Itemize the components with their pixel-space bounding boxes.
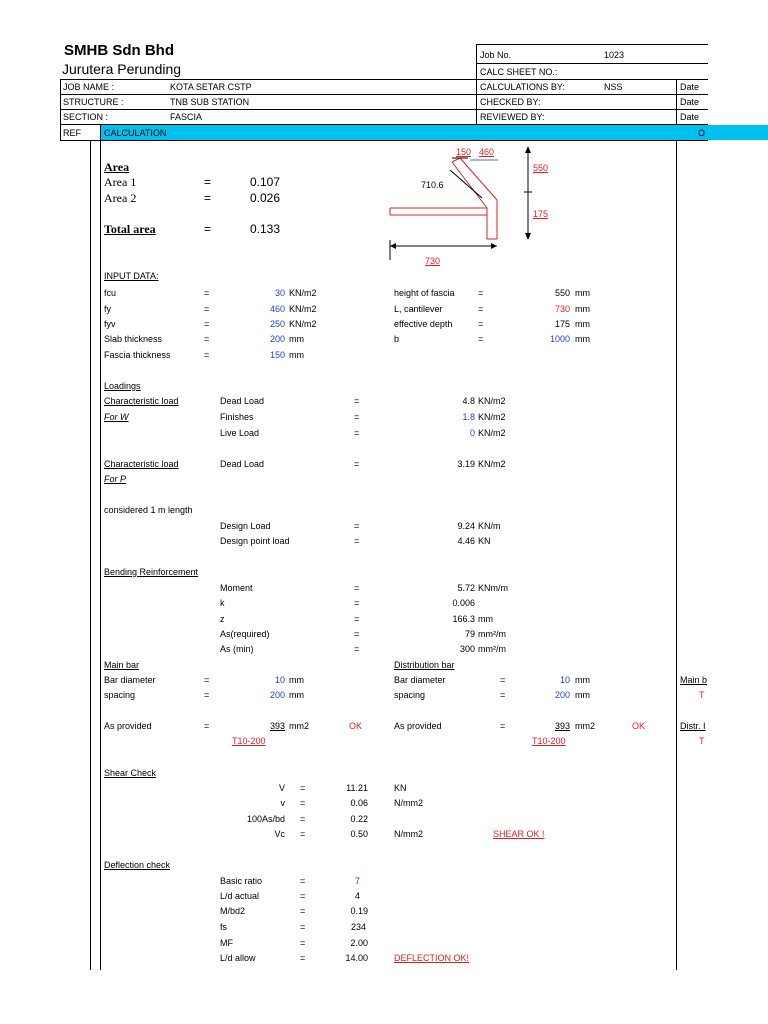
- design-load-value: 9.24: [457, 521, 475, 531]
- main-bar-diameter-value: 10: [274, 675, 285, 685]
- cantilever-unit: mm: [575, 304, 590, 314]
- vc-label: Vc: [274, 829, 285, 839]
- eq: =: [354, 583, 360, 593]
- ratio-value: 0.22: [350, 814, 368, 824]
- eq: =: [204, 721, 210, 731]
- v-stress-label: v: [280, 798, 285, 808]
- reviewed-by-label: REVIEWED BY:: [480, 112, 545, 122]
- main-bar-diameter-label: Bar diameter: [104, 675, 156, 685]
- dist-bar-code: T10-200: [532, 736, 566, 746]
- dist-as-ok: OK: [632, 721, 646, 731]
- eq: =: [204, 350, 210, 360]
- fs-label: fs: [220, 922, 228, 932]
- eq: =: [354, 598, 360, 608]
- main-as-ok: OK: [349, 721, 363, 731]
- for-p: For P: [104, 474, 127, 484]
- area2-value: 0.026: [250, 191, 281, 205]
- company-subtitle: Jurutera Perunding: [62, 61, 182, 77]
- eq: =: [354, 521, 360, 531]
- dead-load-value: 4.8: [462, 396, 475, 406]
- eq: =: [300, 783, 306, 793]
- total-area-eq: =: [204, 222, 212, 236]
- dist-bar-diameter-unit: mm: [575, 675, 590, 685]
- dead-load-label: Dead Load: [220, 396, 265, 406]
- fascia-thickness-unit: mm: [289, 350, 304, 360]
- dist-spacing-unit: mm: [575, 690, 590, 700]
- b-value: 1000: [549, 334, 570, 344]
- height-fascia-unit: mm: [575, 288, 590, 298]
- eq: =: [204, 675, 210, 685]
- output-header: O: [698, 128, 706, 138]
- b-unit: mm: [575, 334, 590, 344]
- fyv-label: fyv: [104, 319, 116, 329]
- fcu-unit: KN/m2: [289, 288, 317, 298]
- eq: =: [354, 629, 360, 639]
- date-label-2: Date: [680, 97, 700, 107]
- mf-label: MF: [220, 938, 233, 948]
- dead-load-p-value: 3.19: [457, 459, 475, 469]
- as-required-label: As(required): [220, 629, 270, 639]
- area2-eq: =: [204, 191, 212, 205]
- slab-thickness-value: 200: [269, 334, 285, 344]
- design-point-load-unit: KN: [478, 536, 491, 546]
- eq: =: [300, 953, 306, 963]
- finishes-value: 1.8: [462, 412, 475, 422]
- eq: =: [300, 938, 306, 948]
- output-dist-bar: Distr. I: [680, 721, 706, 731]
- eq: =: [478, 334, 484, 344]
- company-name: SMHB Sdn Bhd: [64, 42, 174, 59]
- b-label: b: [394, 334, 400, 344]
- structure-label: STRUCTURE :: [63, 97, 124, 107]
- ref-header: REF: [63, 128, 81, 138]
- fcu-label: fcu: [104, 288, 117, 298]
- job-name-value: KOTA SETAR CSTP: [170, 82, 252, 92]
- main-bar-diameter-unit: mm: [289, 675, 304, 685]
- dim-710: 710.6: [421, 180, 444, 190]
- main-spacing-label: spacing: [104, 690, 136, 700]
- dist-spacing-label: spacing: [394, 690, 426, 700]
- section-label: SECTION :: [63, 112, 109, 122]
- as-required-unit: mm²/m: [478, 629, 506, 639]
- dead-load-p-label: Dead Load: [220, 459, 265, 469]
- bending-title: Bending Reinforcement: [104, 567, 199, 577]
- slab-thickness-unit: mm: [289, 334, 304, 344]
- main-spacing-value: 200: [269, 690, 285, 700]
- eq: =: [354, 614, 360, 624]
- shear-ok: SHEAR OK !: [493, 829, 545, 839]
- eq: =: [478, 288, 484, 298]
- eq: =: [204, 288, 210, 298]
- char-load-w: Characteristic load: [104, 396, 179, 406]
- job-no-value: 1023: [604, 50, 625, 60]
- main-spacing-unit: mm: [289, 690, 304, 700]
- z-label: z: [220, 614, 225, 624]
- loadings-title: Loadings: [104, 381, 141, 391]
- main-bar-title: Main bar: [104, 660, 140, 670]
- main-as-provided-unit: mm2: [289, 721, 309, 731]
- height-fascia-label: height of fascia: [394, 288, 455, 298]
- dim-460: 460: [479, 147, 495, 157]
- eq: =: [300, 906, 306, 916]
- V-unit: KN: [394, 783, 407, 793]
- ratio-label: 100As/bd: [246, 814, 285, 824]
- as-min-unit: mm²/m: [478, 644, 506, 654]
- total-area-value: 0.133: [250, 222, 281, 236]
- output-main-bar: Main b: [680, 675, 708, 685]
- dist-spacing-value: 200: [554, 690, 570, 700]
- live-load-label: Live Load: [220, 428, 260, 438]
- fascia-section-diagram: [380, 140, 580, 270]
- date-label-1: Date: [680, 82, 700, 92]
- main-bar-code: T10-200: [232, 736, 266, 746]
- structure-value: TNB SUB STATION: [170, 97, 250, 107]
- effective-depth-value: 175: [554, 319, 570, 329]
- eq: =: [300, 891, 306, 901]
- dim-730: 730: [425, 256, 441, 266]
- dim-175: 175: [533, 209, 549, 219]
- considered-length: considered 1 m length: [104, 505, 193, 515]
- calc-sheet-label: CALC SHEET NO.:: [480, 67, 558, 77]
- live-load-unit: KN/m2: [478, 428, 506, 438]
- eq: =: [204, 690, 210, 700]
- ld-allow-value: 14.00: [345, 953, 368, 963]
- z-value: 166.3: [452, 614, 475, 624]
- char-load-p: Characteristic load: [104, 459, 179, 469]
- dead-load-unit: KN/m2: [478, 396, 506, 406]
- fascia-thickness-value: 150: [269, 350, 285, 360]
- eq: =: [204, 334, 210, 344]
- finishes-unit: KN/m2: [478, 412, 506, 422]
- fy-value: 460: [269, 304, 285, 314]
- basic-ratio-label: Basic ratio: [220, 876, 263, 886]
- fcu-value: 30: [274, 288, 285, 298]
- eq: =: [478, 319, 484, 329]
- effective-depth-unit: mm: [575, 319, 590, 329]
- eq: =: [300, 798, 306, 808]
- eq: =: [478, 304, 484, 314]
- eq: =: [500, 690, 506, 700]
- job-name-label: JOB NAME :: [63, 82, 115, 92]
- vc-unit: N/mm2: [394, 829, 423, 839]
- calc-by-value: NSS: [604, 82, 623, 92]
- mf-value: 2.00: [350, 938, 368, 948]
- mbd2-label: M/bd2: [220, 906, 246, 916]
- input-data-title: INPUT DATA:: [104, 271, 159, 281]
- eq: =: [204, 319, 210, 329]
- output-main-bar-code: T: [699, 690, 705, 700]
- eq: =: [354, 459, 360, 469]
- deflection-ok: DEFLECTION OK!: [394, 953, 470, 963]
- dist-as-provided-value: 393: [554, 721, 570, 731]
- dist-bar-diameter-label: Bar diameter: [394, 675, 446, 685]
- area1-eq: =: [204, 175, 212, 189]
- fascia-thickness-label: Fascia thickness: [104, 350, 171, 360]
- mbd2-value: 0.19: [350, 906, 368, 916]
- fyv-unit: KN/m2: [289, 319, 317, 329]
- eq: =: [354, 396, 360, 406]
- live-load-value: 0: [469, 428, 475, 438]
- effective-depth-label: effective depth: [394, 319, 453, 329]
- z-unit: mm: [478, 614, 493, 624]
- slab-thickness-label: Slab thickness: [104, 334, 163, 344]
- eq: =: [300, 876, 306, 886]
- eq: =: [354, 412, 360, 422]
- design-point-load-label: Design point load: [220, 536, 290, 546]
- k-value: 0.006: [452, 598, 475, 608]
- fs-value: 234: [350, 922, 366, 932]
- v-stress-value: 0.06: [350, 798, 368, 808]
- finishes-label: Finishes: [220, 412, 254, 422]
- eq: =: [354, 428, 360, 438]
- dim-550: 550: [533, 163, 549, 173]
- calculation-header: CALCULATION: [104, 128, 167, 138]
- ld-allow-label: L/d allow: [220, 953, 256, 963]
- as-required-value: 79: [464, 629, 475, 639]
- fy-label: fy: [104, 304, 112, 314]
- dist-as-provided-label: As provided: [394, 721, 442, 731]
- eq: =: [354, 644, 360, 654]
- as-min-label: As (min): [220, 644, 254, 654]
- vc-value: 0.50: [350, 829, 368, 839]
- eq: =: [300, 814, 306, 824]
- deflection-title: Deflection check: [104, 860, 171, 870]
- moment-value: 5.72: [457, 583, 475, 593]
- section-value: FASCIA: [170, 112, 203, 122]
- cantilever-value: 730: [554, 304, 570, 314]
- total-area-label: Total area: [104, 222, 156, 236]
- eq: =: [500, 675, 506, 685]
- main-as-provided-label: As provided: [104, 721, 152, 731]
- output-dist-bar-code: T: [699, 736, 705, 746]
- calc-by-label: CALCULATIONS BY:: [480, 82, 565, 92]
- as-min-value: 300: [459, 644, 475, 654]
- area1-value: 0.107: [250, 175, 281, 189]
- main-as-provided-value: 393: [269, 721, 285, 731]
- dist-bar-diameter-value: 10: [559, 675, 570, 685]
- eq: =: [354, 536, 360, 546]
- area-title: Area: [104, 160, 130, 174]
- job-no-label: Job No.: [480, 50, 512, 60]
- shear-title: Shear Check: [104, 768, 157, 778]
- design-load-unit: KN/m: [478, 521, 501, 531]
- eq: =: [300, 922, 306, 932]
- ld-actual-value: 4: [354, 891, 360, 901]
- area2-label: Area 2: [104, 191, 137, 205]
- eq: =: [204, 304, 210, 314]
- k-label: k: [220, 598, 225, 608]
- design-load-label: Design Load: [220, 521, 271, 531]
- eq: =: [500, 721, 506, 731]
- date-label-3: Date: [680, 112, 700, 122]
- ld-actual-label: L/d actual: [220, 891, 260, 901]
- dead-load-p-unit: KN/m2: [478, 459, 506, 469]
- fy-unit: KN/m2: [289, 304, 317, 314]
- V-label: V: [278, 783, 285, 793]
- v-stress-unit: N/mm2: [394, 798, 423, 808]
- distribution-bar-title: Distribution bar: [394, 660, 455, 670]
- basic-ratio-value: 7: [354, 876, 360, 886]
- area1-label: Area 1: [104, 175, 137, 189]
- dist-as-provided-unit: mm2: [575, 721, 595, 731]
- cantilever-label: L, cantilever: [394, 304, 443, 314]
- fyv-value: 250: [269, 319, 285, 329]
- moment-unit: KNm/m: [478, 583, 508, 593]
- for-w: For W: [104, 412, 129, 422]
- checked-by-label: CHECKED BY:: [480, 97, 541, 107]
- design-point-load-value: 4.46: [457, 536, 475, 546]
- eq: =: [300, 829, 306, 839]
- moment-label: Moment: [220, 583, 253, 593]
- V-value: 11.21: [346, 783, 368, 793]
- dim-150: 150: [456, 147, 472, 157]
- height-fascia-value: 550: [554, 288, 570, 298]
- calculation-header-bar: [100, 125, 768, 140]
